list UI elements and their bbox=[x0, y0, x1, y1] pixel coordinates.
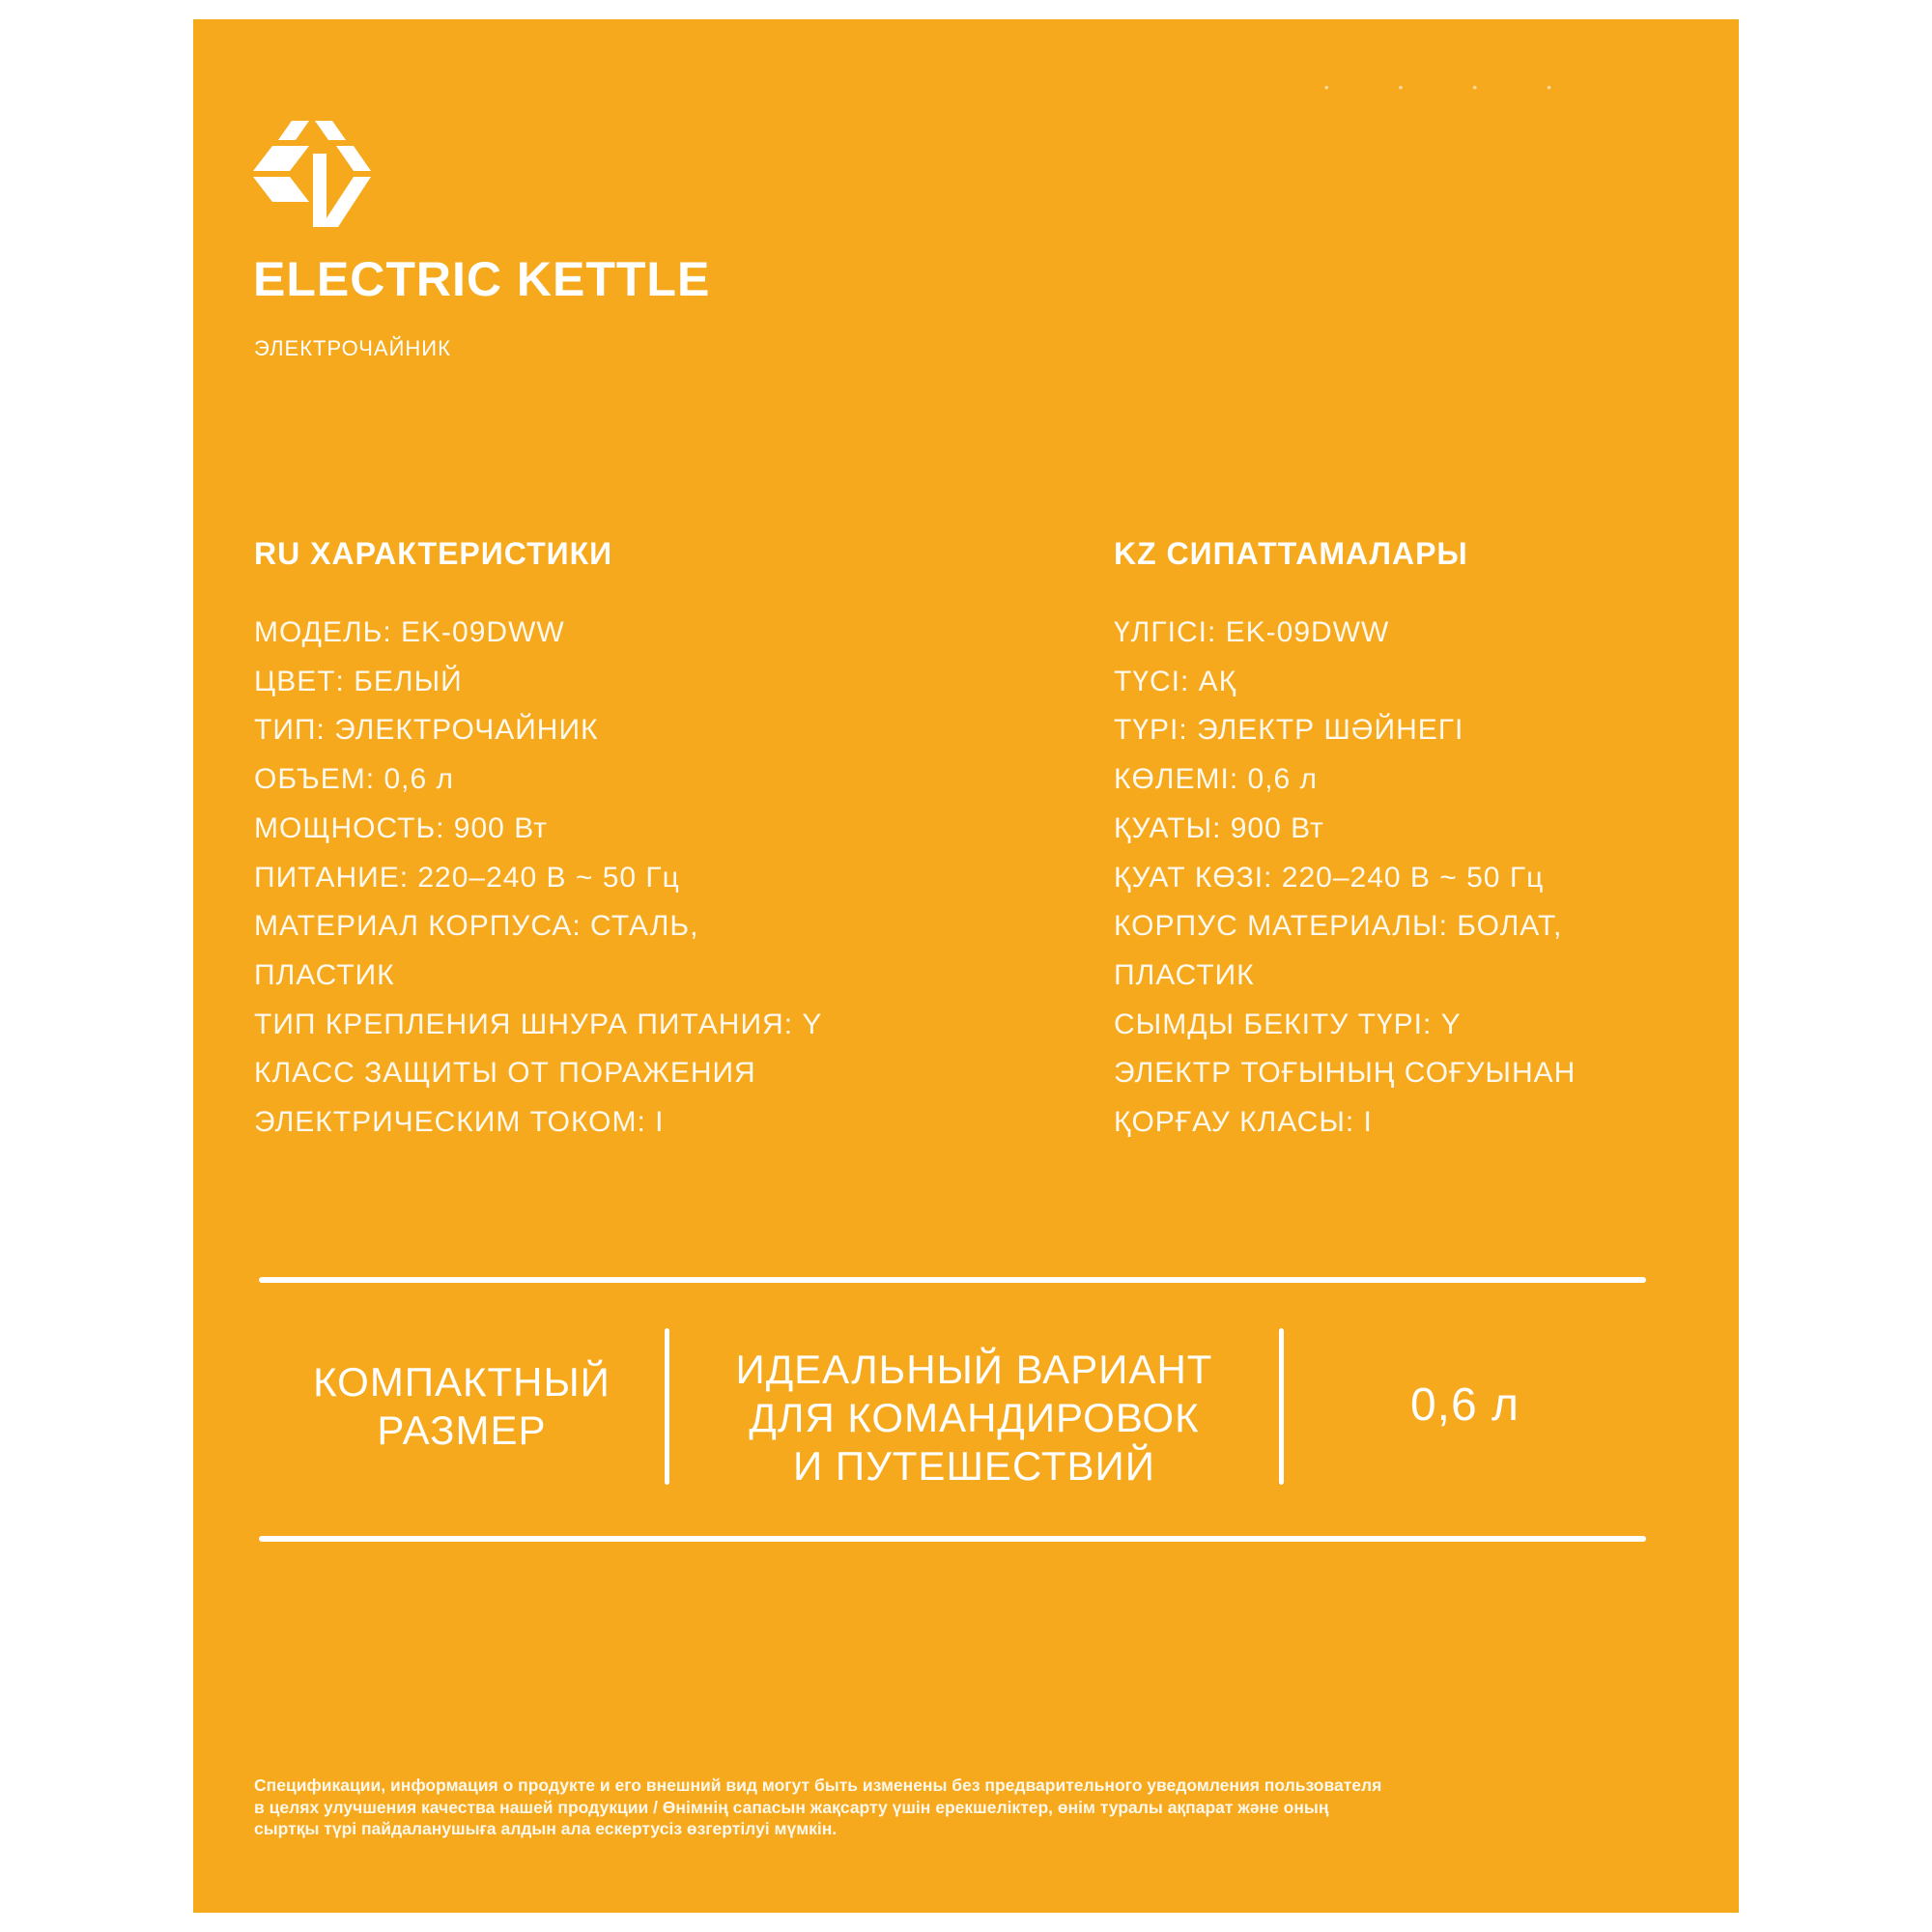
spec-line: СЫМДЫ БЕКІТУ ТҮРІ: Y bbox=[1114, 1008, 1462, 1040]
spec-line: ПЛАСТИК bbox=[1114, 958, 1255, 991]
spec-line: ТИП КРЕПЛЕНИЯ ШНУРА ПИТАНИЯ: Y bbox=[254, 1008, 823, 1040]
divider-bottom bbox=[259, 1536, 1646, 1542]
spec-line: КЛАСС ЗАЩИТЫ ОТ ПОРАЖЕНИЯ bbox=[254, 1057, 756, 1090]
product-title: ELECTRIC KETTLE bbox=[253, 252, 711, 306]
spec-line: КОРПУС МАТЕРИАЛЫ: БОЛАТ, bbox=[1114, 910, 1563, 943]
decorative-dots: • • • • bbox=[1323, 79, 1584, 95]
spec-line: ҮЛГІСІ: EK-09DWW bbox=[1114, 616, 1390, 648]
feature-text: 0,6 л bbox=[1409, 1379, 1520, 1431]
disclaimer-line: в целях улучшения качества нашей продукции / Өнімнің сапасын жақсарту үшін ерекшеліктер, өнім туралы ақпарат және оның bbox=[254, 1797, 1329, 1817]
kz-spec-list bbox=[1114, 609, 1790, 1148]
spec-line: ТҮСІ: АҚ bbox=[1114, 665, 1237, 697]
spec-line: ПИТАНИЕ: 220–240 В ~ 50 Гц bbox=[254, 861, 680, 894]
disclaimer-line: сыртқы түрі пайдаланушыға алдын ала ескертусіз өзгертілуі мүмкін. bbox=[254, 1819, 838, 1838]
spec-line: ТҮРІ: ЭЛЕКТР ШӘЙНЕГІ bbox=[1114, 714, 1464, 747]
kz-specifications bbox=[1114, 536, 1790, 1148]
ru-heading: RU ХАРАКТЕРИСТИКИ bbox=[254, 536, 613, 571]
feature-text: ДЛЯ КОМАНДИРОВОК bbox=[749, 1395, 1200, 1440]
feature-text: КОМПАКТНЫЙ bbox=[313, 1359, 611, 1405]
spec-line: МОЩНОСТЬ: 900 Вт bbox=[254, 811, 548, 844]
spec-line: ҚУАТ КӨЗІ: 220–240 В ~ 50 Гц bbox=[1114, 861, 1545, 894]
feature-text: ИДЕАЛЬНЫЙ ВАРИАНТ bbox=[735, 1347, 1213, 1392]
disclaimer-line: Спецификации, информация о продукте и его внешний вид могут быть изменены без предварительного уведомления пользователя bbox=[254, 1776, 1382, 1795]
spec-line: ПЛАСТИК bbox=[254, 958, 395, 991]
spec-line: ОБЪЕМ: 0,6 л bbox=[254, 763, 454, 796]
ru-spec-list bbox=[254, 609, 930, 1148]
spec-line: ЭЛЕКТР ТОҒЫНЫҢ СОҒУЫНАН bbox=[1114, 1057, 1577, 1090]
feature-text: И ПУТЕШЕСТВИЙ bbox=[793, 1443, 1155, 1489]
divider-top bbox=[259, 1277, 1646, 1283]
brand-logo-icon bbox=[253, 121, 371, 227]
spec-line: МОДЕЛЬ: EK-09DWW bbox=[254, 616, 565, 648]
spec-line: ТИП: ЭЛЕКТРОЧАЙНИК bbox=[254, 714, 599, 747]
feature-volume bbox=[1284, 1381, 1646, 1430]
spec-line: ЭЛЕКТРИЧЕСКИМ ТОКОМ: I bbox=[254, 1106, 665, 1139]
feature-text: РАЗМЕР bbox=[377, 1407, 547, 1453]
feature-travel bbox=[669, 1346, 1279, 1491]
spec-line: МАТЕРИАЛ КОРПУСА: СТАЛЬ, bbox=[254, 910, 699, 943]
product-subtitle: ЭЛЕКТРОЧАЙНИК bbox=[254, 336, 451, 360]
feature-compact-size bbox=[259, 1358, 665, 1455]
spec-line: ҚУАТЫ: 900 Вт bbox=[1114, 811, 1324, 844]
spec-line: ЦВЕТ: БЕЛЫЙ bbox=[254, 665, 463, 697]
disclaimer bbox=[254, 1775, 1674, 1840]
ru-specifications bbox=[254, 536, 930, 1148]
spec-line: КӨЛЕМІ: 0,6 л bbox=[1114, 763, 1319, 796]
packaging-panel bbox=[193, 19, 1739, 1913]
spec-line: ҚОРҒАУ КЛАСЫ: I bbox=[1114, 1106, 1373, 1139]
kz-heading: KZ СИПАТТАМАЛАРЫ bbox=[1114, 536, 1468, 571]
